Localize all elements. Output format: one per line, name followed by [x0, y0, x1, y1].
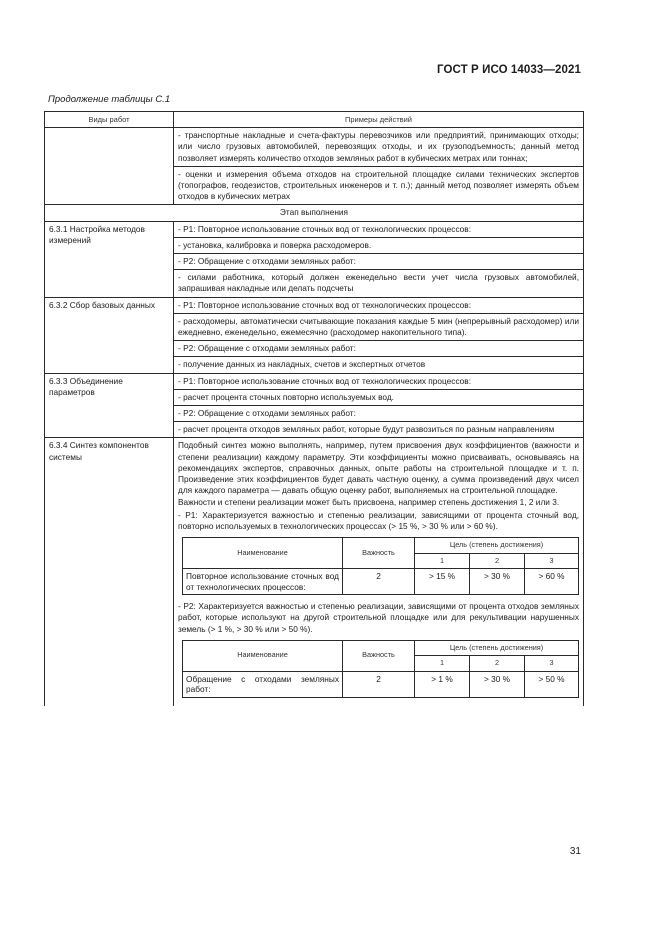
sub-header-level: 3 [525, 656, 579, 672]
sub-header-level: 1 [415, 656, 470, 672]
work-type-cell: 6.3.1 Настройка методов измерений [45, 221, 174, 297]
sub-header-level: 2 [470, 553, 525, 569]
action-line: - расходомеры, автоматически считывающие показания каждые 5 мин (непрерывный расходомер) или ежедневно, еженедельно, ежемесячно (расходомер накопительного типа). [174, 314, 583, 341]
table-row-continuation [45, 128, 584, 205]
target-value: > 30 % [470, 569, 525, 595]
target-value: > 1 % [415, 671, 470, 697]
action-line: - расчет процента сточных повторно используемых вод. [174, 390, 583, 406]
action-line: - P2: Обращение с отходами земляных работ: [174, 406, 583, 422]
action-line: - получение данных из накладных, счетов и экспертных отчетов [178, 359, 426, 370]
work-type-cell: 6.3.3 Объединение параметров [45, 373, 174, 438]
page-number: 31 [569, 846, 581, 857]
target-value: > 50 % [525, 671, 579, 697]
action-line: - расчет процента отходов земляных работ, которые будут развозиться по разным направлениям [178, 424, 555, 435]
table-row-synthesis [45, 438, 584, 706]
continuation-line: - транспортные накладные и счета-фактуры перевозчиков или предприятий, принимающих отходы; или число грузовых автомобилей, перевозящих отходы, и их грузоподъемность; данный метод позволяет измерять количество отходов земляных работ в кубических метрах или тоннах; [174, 128, 583, 167]
p2-goal-table [182, 640, 579, 698]
column-header-action-examples: Примеры действий [174, 112, 584, 128]
synthesis-p1-text: - P1: Характеризуется важностью и степенью реализации, зависящими от процента сточный вод, повторно используемых в технологических процессах (> 15 %, > 30 % или > 60 %). [178, 509, 579, 531]
table-header-row [45, 112, 584, 128]
parameter-name: Обращение с отходами земляных работ: [183, 671, 343, 697]
sub-header-level: 3 [525, 553, 579, 569]
sub-header-importance: Важность [343, 538, 415, 569]
sub-header-name: Наименование [183, 640, 343, 671]
target-value: > 60 % [525, 569, 579, 595]
importance-value: 2 [343, 569, 415, 595]
actions-table [44, 111, 584, 706]
stage-row [45, 205, 584, 221]
importance-value: 2 [343, 671, 415, 697]
sub-header-level: 2 [470, 656, 525, 672]
column-header-work-types: Виды работ [45, 112, 174, 128]
work-type-cell: 6.3.4 Синтез компонентов системы [45, 438, 174, 706]
sub-header-goal: Цель (степень достижения) [415, 640, 579, 656]
sub-table-row [183, 671, 579, 697]
sub-header-level: 1 [415, 553, 470, 569]
continuation-line: - оценки и измерения объема отходов на строительной площадке силами технических экспертов (топографов, геодезистов, строительных инженеров и т. п.); данный метод позволяет измерять объем отходов в кубических метрах [178, 168, 579, 202]
p1-goal-table [182, 537, 579, 595]
action-line: - P1: Повторное использование сточных вод от технологических процессов: [174, 298, 583, 314]
sub-header-importance: Важность [343, 640, 415, 671]
action-line: - P2: Обращение с отходами земляных работ: [174, 254, 583, 270]
parameter-name: Повторное использование сточных вод от технологических процессов: [183, 569, 343, 595]
table-row [45, 297, 584, 373]
sub-header-goal: Цель (степень достижения) [415, 538, 579, 554]
target-value: > 30 % [470, 671, 525, 697]
stage-label: Этап выполнения [45, 205, 584, 221]
action-line: - P1: Повторное использование сточных вод от технологических процессов: [174, 374, 583, 390]
action-line: - P2: Обращение с отходами земляных работ: [174, 341, 583, 357]
synthesis-p2-text: - P2: Характеризуется важностью и степенью реализации, зависящими от процента отходов земляных работ, которые используют на другой строительной площадке или для рекультивации нарушенных земель (> 1 %, > 30 % или > 50 %). [178, 601, 579, 634]
sub-table-row [183, 569, 579, 595]
synthesis-intro: Подобный синтез можно выполнять, например, путем присвоения двух коэффициентов (важности и степени реализации) каждому параметру. Эти коэффициенты можно присваивать, основываясь на рекомендациях экспертов, справочных данных, опыте работы на строительной площадке и т. п. Произведение этих коэффициентов будет давать частную оценку, а сумма произведений двух чисел для каждого параметра — давать общую оценку работ, выполняемых на строительной площадке. [178, 440, 579, 496]
action-line: - установка, калибровка и поверка расходомеров. [174, 238, 583, 254]
work-type-cell: 6.3.2 Сбор базовых данных [45, 297, 174, 373]
action-line: - P1: Повторное использование сточных вод от технологических процессов: [174, 222, 583, 238]
action-line: - силами работника, который должен еженедельно вести учет числа грузовых автомобилей, запрашивая накладные или делать подсчеты [178, 272, 579, 294]
table-continuation-caption: Продолжение таблицы С.1 [48, 94, 171, 105]
standard-code: ГОСТ Р ИСО 14033—2021 [436, 64, 581, 76]
table-row [45, 221, 584, 297]
sub-header-name: Наименование [183, 538, 343, 569]
table-row [45, 373, 584, 438]
target-value: > 15 % [415, 569, 470, 595]
synthesis-scale-note: Важности и степени реализации может быть присвоена, например степень достижения 1, 2 или 3. [178, 497, 560, 508]
